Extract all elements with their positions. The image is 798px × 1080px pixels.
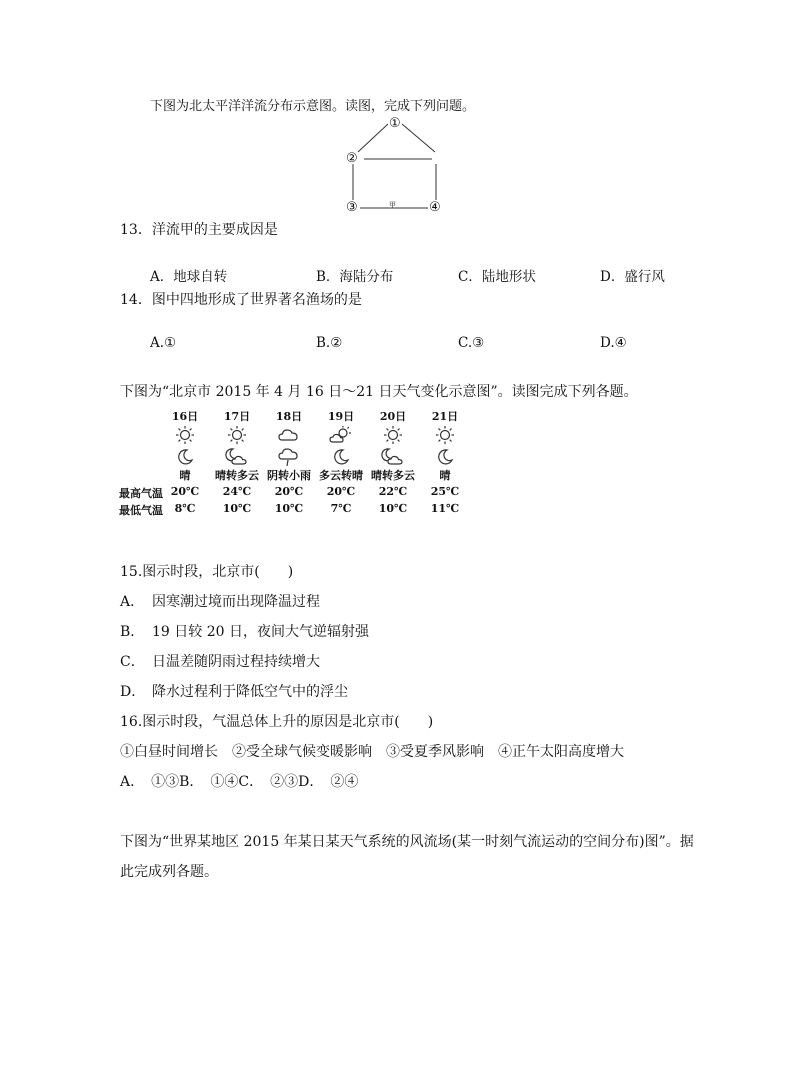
low-temp: 10℃ <box>222 502 252 515</box>
weather-date: 19日 <box>327 410 355 423</box>
weather-date: 21日 <box>431 410 459 423</box>
diagram-label-2: ② <box>346 151 358 166</box>
sun-icon <box>173 425 197 445</box>
question-13-stem: 13．洋流甲的主要成因是 <box>120 222 278 238</box>
q15-option-b-letter: B． <box>120 624 145 640</box>
intro-paragraph-2: 下图为“北京市 2015 年 4 月 16 日～21 日天气变化示意图”。读图完成下列各题。 <box>120 384 638 400</box>
diagram-label-3: ③ <box>346 200 358 215</box>
q16-items: ①白昼时间增长 ②受全球气候变暖影响 ③受夏季风影响 ④正午太阳高度增大 <box>120 744 624 760</box>
row-label-high: 最高气温 <box>119 487 163 500</box>
weather-date: 18日 <box>275 410 303 423</box>
weather-desc: 多云转晴 <box>319 469 363 482</box>
low-temp: 10℃ <box>378 502 408 515</box>
q13-option-b: B．海陆分布 <box>316 269 394 285</box>
low-temp: 10℃ <box>274 502 304 515</box>
weather-desc: 晴转多云 <box>371 469 415 482</box>
high-temp: 25℃ <box>430 485 460 498</box>
q15-option-d-letter: D． <box>120 684 146 700</box>
weather-desc: 阴转小雨 <box>267 469 311 482</box>
question-16-stem: 16.图示时段，气温总体上升的原因是北京市( ) <box>120 714 434 730</box>
weather-date: 20日 <box>379 410 407 423</box>
sun-cloud-icon <box>329 425 353 445</box>
moon-cloud-icon <box>223 447 251 465</box>
high-temp: 24℃ <box>222 485 252 498</box>
q15-option-d-text: 降水过程利于降低空气中的浮尘 <box>152 684 348 700</box>
sun-icon <box>433 425 457 445</box>
q13-option-a: A．地球自转 <box>150 269 228 285</box>
q14-option-a: A.① <box>150 335 177 351</box>
current-label-jia: 甲 <box>389 201 396 209</box>
row-label-low: 最低气温 <box>119 504 163 517</box>
q15-option-a-text: 因寒潮过境而出现降温过程 <box>152 594 320 610</box>
weather-desc: 晴转多云 <box>215 469 259 482</box>
low-temp: 7℃ <box>330 502 352 515</box>
q13-option-c: C．陆地形状 <box>458 269 536 285</box>
intro-paragraph-3-line1: 下图为“世界某地区 2015 年某日某天气系统的风流场(某一时刻气流运动的空间分布)图”。据 <box>120 834 694 850</box>
weather-date: 16日 <box>171 410 199 423</box>
q13-option-d: D．盛行风 <box>600 269 665 285</box>
moon-icon <box>175 447 195 465</box>
weather-desc: 晴 <box>179 469 191 482</box>
intro-paragraph-3-line2: 此完成列各题。 <box>120 864 218 880</box>
weather-chart <box>115 405 475 520</box>
high-temp: 20℃ <box>326 485 356 498</box>
moon-cloud-icon <box>379 447 407 465</box>
q14-option-c: C.③ <box>458 335 485 351</box>
weather-desc: 晴 <box>439 469 451 482</box>
q16-options: A． ①③B． ①④C． ②③D． ②④ <box>120 774 359 790</box>
low-temp: 8℃ <box>174 502 196 515</box>
high-temp: 20℃ <box>170 485 200 498</box>
cloud-icon <box>277 425 301 445</box>
weather-date: 17日 <box>223 410 251 423</box>
low-temp: 11℃ <box>430 502 460 515</box>
diagram-label-4: ④ <box>429 200 441 215</box>
question-14-stem: 14．图中四地形成了世界著名渔场的是 <box>120 292 362 308</box>
intro-paragraph-1: 下图为北太平洋洋流分布示意图。读图，完成下列问题。 <box>150 99 476 114</box>
sun-icon <box>225 425 249 445</box>
question-15-stem: 15.图示时段，北京市( ) <box>120 564 294 580</box>
moon-icon <box>331 447 351 465</box>
q14-option-d: D.④ <box>600 335 627 351</box>
q15-option-b-text: 19 日较 20 日，夜间大气逆辐射强 <box>152 624 369 640</box>
high-temp: 20℃ <box>274 485 304 498</box>
q15-option-c-text: 日温差随阴雨过程持续增大 <box>152 654 320 670</box>
rain-cloud-icon <box>277 447 301 469</box>
sun-icon <box>381 425 405 445</box>
q15-option-c-letter: C． <box>120 654 145 670</box>
q14-option-b: B.② <box>316 335 343 351</box>
q15-option-a-letter: A． <box>120 594 145 610</box>
diagram-label-1: ① <box>389 116 401 131</box>
high-temp: 22℃ <box>378 485 408 498</box>
moon-icon <box>435 447 455 465</box>
